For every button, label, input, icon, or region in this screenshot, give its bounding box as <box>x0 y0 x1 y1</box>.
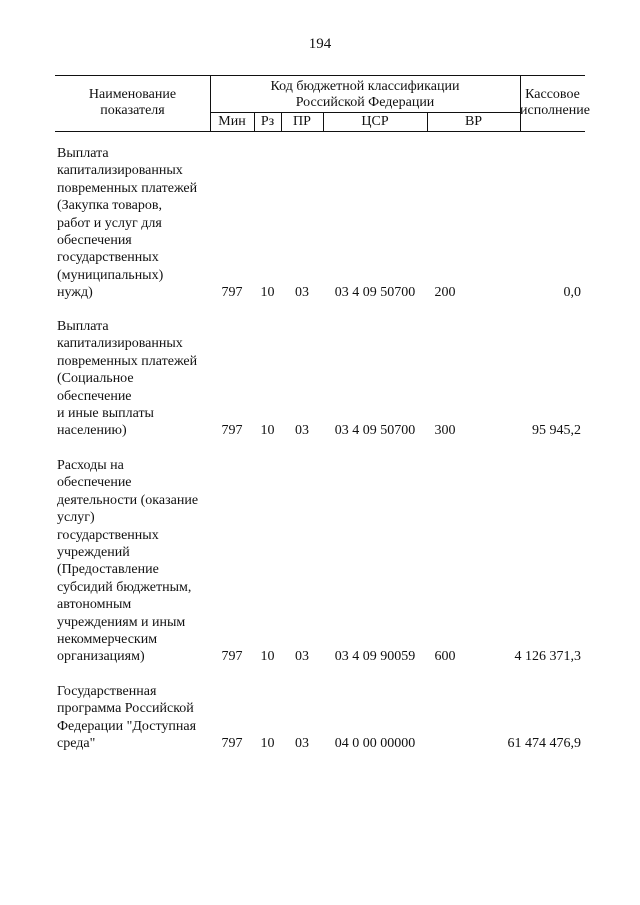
row-csr: 04 0 00 00000 <box>334 736 416 751</box>
header-min: Мин <box>218 114 246 129</box>
row-rz: 10 <box>260 649 275 664</box>
row-pr: 03 <box>295 736 309 751</box>
table-header <box>55 75 590 132</box>
row-vr: 600 <box>434 649 456 664</box>
row-amount: 61 474 476,9 <box>507 736 581 751</box>
row-min: 797 <box>221 423 243 438</box>
header-vr: ВР <box>464 114 483 129</box>
row-rz: 10 <box>260 736 275 751</box>
row-csr: 03 4 09 50700 <box>334 285 416 300</box>
header-code-group: Код бюджетной классификации Российской Федерации <box>270 79 460 110</box>
row-csr: 03 4 09 50700 <box>334 423 416 438</box>
header-rz: Рз <box>260 114 275 129</box>
row-name: Расходы на обеспечение деятельности (оказание услуг) государственных учреждений (Предоставление субсидий бюджетным, автономным учреждениям и иным некоммерческим организациям) <box>57 458 199 665</box>
page-number: 194 <box>308 36 332 52</box>
row-vr: 200 <box>434 285 456 300</box>
header-amount-column: Кассовое исполнение <box>520 87 590 118</box>
row-min: 797 <box>221 736 243 751</box>
row-rz: 10 <box>260 423 275 438</box>
row-csr: 03 4 09 90059 <box>334 649 416 664</box>
row-pr: 03 <box>295 423 309 438</box>
header-pr: ПР <box>293 114 311 129</box>
row-min: 797 <box>221 285 243 300</box>
row-name: Выплата капитализированных повременных платежей (Закупка товаров, работ и услуг для обеспечения государственных (муниципальных) нужд) <box>57 146 198 301</box>
row-pr: 03 <box>295 649 309 664</box>
row-name: Выплата капитализированных повременных платежей (Социальное обеспечение и иные выплаты населению) <box>57 319 198 439</box>
row-vr: 300 <box>434 423 456 438</box>
header-name-column: Наименование показателя <box>88 87 177 118</box>
row-pr: 03 <box>295 285 309 300</box>
row-min: 797 <box>221 649 243 664</box>
row-amount: 4 126 371,3 <box>514 649 581 664</box>
row-rz: 10 <box>260 285 275 300</box>
row-amount: 95 945,2 <box>532 423 581 438</box>
row-amount: 0,0 <box>563 285 581 300</box>
row-name: Государственная программа Российской Федерации "Доступная среда" <box>57 684 197 752</box>
header-csr: ЦСР <box>361 114 389 129</box>
